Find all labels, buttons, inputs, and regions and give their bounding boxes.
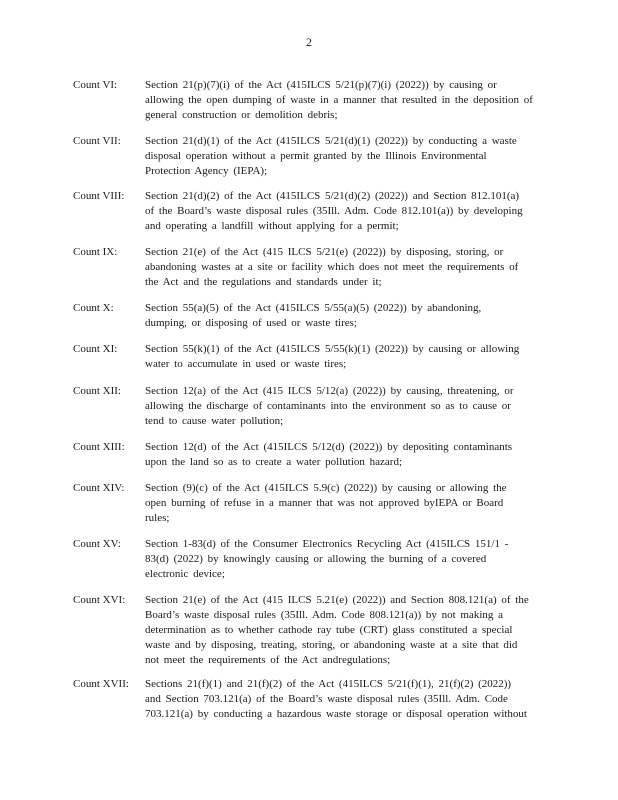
count-text-line: 703.121(a) by conducting a hazardous waste storage or disposal operation without bbox=[145, 708, 527, 720]
count-text bbox=[145, 481, 541, 526]
count-text-line: allowing the discharge of contaminants into the environment so as to cause or bbox=[145, 400, 511, 412]
count-text-line: not meet the requirements of the Act andregulations; bbox=[145, 654, 391, 666]
count-text-line: upon the land so as to create a water pollution hazard; bbox=[145, 456, 403, 468]
count-text bbox=[145, 245, 541, 290]
count-text-line: Section (9)(c) of the Act (415ILCS 5.9(c) (2022)) by causing or allowing the bbox=[145, 482, 507, 494]
count-text-line: determination as to whether cathode ray tube (CRT) glass constituted a special bbox=[145, 624, 513, 636]
count-label: Count XII: bbox=[73, 385, 121, 397]
count-text-line: general construction or demolition debris; bbox=[145, 109, 338, 121]
count-label: Count VI: bbox=[73, 79, 118, 91]
count-text bbox=[145, 593, 541, 668]
count-text-line: the Act and the regulations and standards under it; bbox=[145, 276, 382, 288]
count-text bbox=[145, 78, 541, 123]
count-text-line: waste and by disposing, treating, storing, or abandoning waste at a site that did bbox=[145, 639, 518, 651]
count-label: Count XVII: bbox=[73, 678, 129, 690]
count-text-line: Section 1-83(d) of the Consumer Electronics Recycling Act (415ILCS 151/1 - bbox=[145, 538, 509, 550]
count-text-line: Section 55(a)(5) of the Act (415ILCS 5/55(a)(5) (2022)) by abandoning, bbox=[145, 302, 482, 314]
count-text-line: Sections 21(f)(1) and 21(f)(2) of the Act (415ILCS 5/21(f)(1), 21(f)(2) (2022)) bbox=[145, 678, 512, 690]
count-text-line: Section 21(p)(7)(i) of the Act (415ILCS 5/21(p)(7)(i) (2022)) by causing or bbox=[145, 79, 497, 91]
count-text-line: Section 55(k)(1) of the Act (415ILCS 5/55(k)(1) (2022)) by causing or allowing bbox=[145, 343, 520, 355]
count-text-line: allowing the open dumping of waste in a manner that resulted in the deposition of bbox=[145, 94, 533, 106]
count-text bbox=[145, 189, 541, 234]
count-text-line: abandoning wastes at a site or facility which does not meet the requirements of bbox=[145, 261, 519, 273]
count-text bbox=[145, 134, 541, 179]
count-label: Count XIII: bbox=[73, 441, 125, 453]
count-text-line: 83(d) (2022) by knowingly causing or allowing the burning of a covered bbox=[145, 553, 487, 565]
count-label: Count XV: bbox=[73, 538, 121, 550]
count-text-line: tend to cause water pollution; bbox=[145, 415, 284, 427]
count-label: Count VII: bbox=[73, 135, 121, 147]
count-text bbox=[145, 677, 541, 722]
count-text-line: Section 12(a) of the Act (415 ILCS 5/12(a) (2022)) by causing, threatening, or bbox=[145, 385, 514, 397]
count-text-line: water to accumulate in used or waste tires; bbox=[145, 358, 347, 370]
count-text bbox=[145, 537, 541, 582]
count-text bbox=[145, 342, 541, 372]
count-text bbox=[145, 384, 541, 429]
count-text-line: rules; bbox=[145, 512, 170, 524]
count-text-line: and Section 703.121(a) of the Board’s waste disposal rules (35Ill. Adm. Code bbox=[145, 693, 508, 705]
count-text-line: Section 21(e) of the Act (415 ILCS 5/21(e) (2022)) by disposing, storing, or bbox=[145, 246, 504, 258]
count-text-line: Protection Agency (IEPA); bbox=[145, 165, 268, 177]
count-text-line: and operating a landfill without applying for a permit; bbox=[145, 220, 399, 232]
count-label: Count IX: bbox=[73, 246, 118, 258]
count-text bbox=[145, 440, 541, 470]
count-text-line: dumping, or disposing of used or waste tires; bbox=[145, 317, 357, 329]
count-text-line: Section 12(d) of the Act (415ILCS 5/12(d) (2022)) by depositing contaminants bbox=[145, 441, 513, 453]
count-text-line: Section 21(d)(2) of the Act (415ILCS 5/21(d)(2) (2022)) and Section 812.101(a) bbox=[145, 190, 520, 202]
count-label: Count X: bbox=[73, 302, 114, 314]
count-text-line: open burning of refuse in a manner that was not approved byIEPA or Board bbox=[145, 497, 504, 509]
count-text-line: Section 21(d)(1) of the Act (415ILCS 5/21(d)(1) (2022)) by conducting a waste bbox=[145, 135, 517, 147]
count-text bbox=[145, 301, 541, 331]
count-text-line: electronic device; bbox=[145, 568, 225, 580]
count-text-line: Board’s waste disposal rules (35Ill. Adm. Code 808.121(a)) by not making a bbox=[145, 609, 504, 621]
page-number: 2 bbox=[306, 35, 312, 49]
count-label: Count VIII: bbox=[73, 190, 125, 202]
count-text-line: Section 21(e) of the Act (415 ILCS 5.21(e) (2022)) and Section 808.121(a) of the bbox=[145, 594, 529, 606]
count-label: Count XVI: bbox=[73, 594, 126, 606]
count-label: Count XI: bbox=[73, 343, 118, 355]
count-label: Count XIV: bbox=[73, 482, 125, 494]
count-text-line: disposal operation without a permit granted by the Illinois Environmental bbox=[145, 150, 487, 162]
count-text-line: of the Board’s waste disposal rules (35Ill. Adm. Code 812.101(a)) by developing bbox=[145, 205, 523, 217]
